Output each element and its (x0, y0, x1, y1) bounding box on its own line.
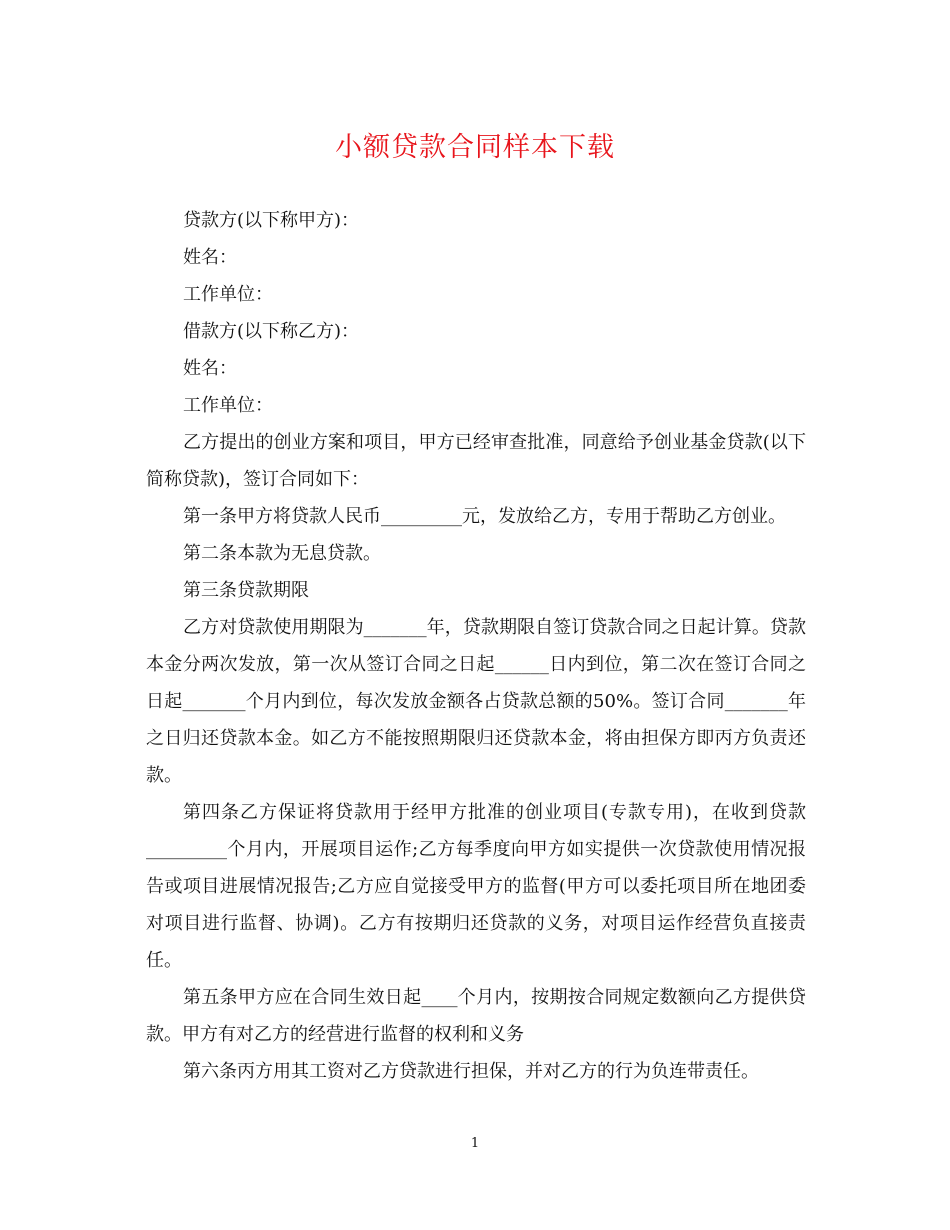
paragraph-lender-name: 姓名： (183, 247, 237, 268)
paragraph-article-1: 第一条甲方将贷款人民币_________元，发放给乙方，专用于帮助乙方创业。 (183, 506, 786, 527)
paragraph-article-3-body: 乙方对贷款使用期限为_______年，贷款期限自签订贷款合同之日起计算。贷款本金分两次发放，第一次从签订合同之日起______日内到位，第二次在签订合同之日起_______个月内到位，每次发放金额各占贷款总额的50%。签订合同_______年之日归还贷款本金。如乙方不能按照期限归还贷款本金，将由担保方即丙方负责还款。 (146, 617, 806, 786)
paragraph-intro: 乙方提出的创业方案和项目，甲方已经审查批准，同意给予创业基金贷款(以下简称贷款)，签订合同如下： (146, 432, 806, 490)
page-number: 1 (470, 1136, 480, 1151)
paragraph-borrower-name: 姓名： (183, 358, 237, 379)
paragraph-article-3-heading: 第三条贷款期限 (183, 580, 309, 601)
document-title: 小额贷款合同样本下载 (335, 132, 615, 163)
paragraph-article-4: 第四条乙方保证将贷款用于经甲方批准的创业项目(专款专用)，在收到贷款_________个月内，开展项目运作;乙方每季度向甲方如实提供一次贷款使用情况报告或项目进展情况报告;乙方应自觉接受甲方的监督(甲方可以委托项目所在地团委对项目进行监督、协调)。乙方有按期归还贷款的义务，对项目运作经营负直接责任。 (146, 802, 806, 971)
paragraph-lender: 贷款方(以下称甲方)： (183, 210, 360, 231)
document-body (146, 202, 806, 1090)
paragraph-borrower: 借款方(以下称乙方)： (183, 321, 360, 342)
paragraph-borrower-workplace: 工作单位： (183, 395, 273, 416)
paragraph-lender-workplace: 工作单位： (183, 284, 273, 305)
paragraph-article-5: 第五条甲方应在合同生效日起____个月内，按期按合同规定数额向乙方提供贷款。甲方有对乙方的经营进行监督的权利和义务 (146, 987, 806, 1045)
paragraph-article-6: 第六条丙方用其工资对乙方贷款进行担保，并对乙方的行为负连带责任。 (183, 1061, 759, 1082)
paragraph-article-2: 第二条本款为无息贷款。 (183, 543, 381, 564)
